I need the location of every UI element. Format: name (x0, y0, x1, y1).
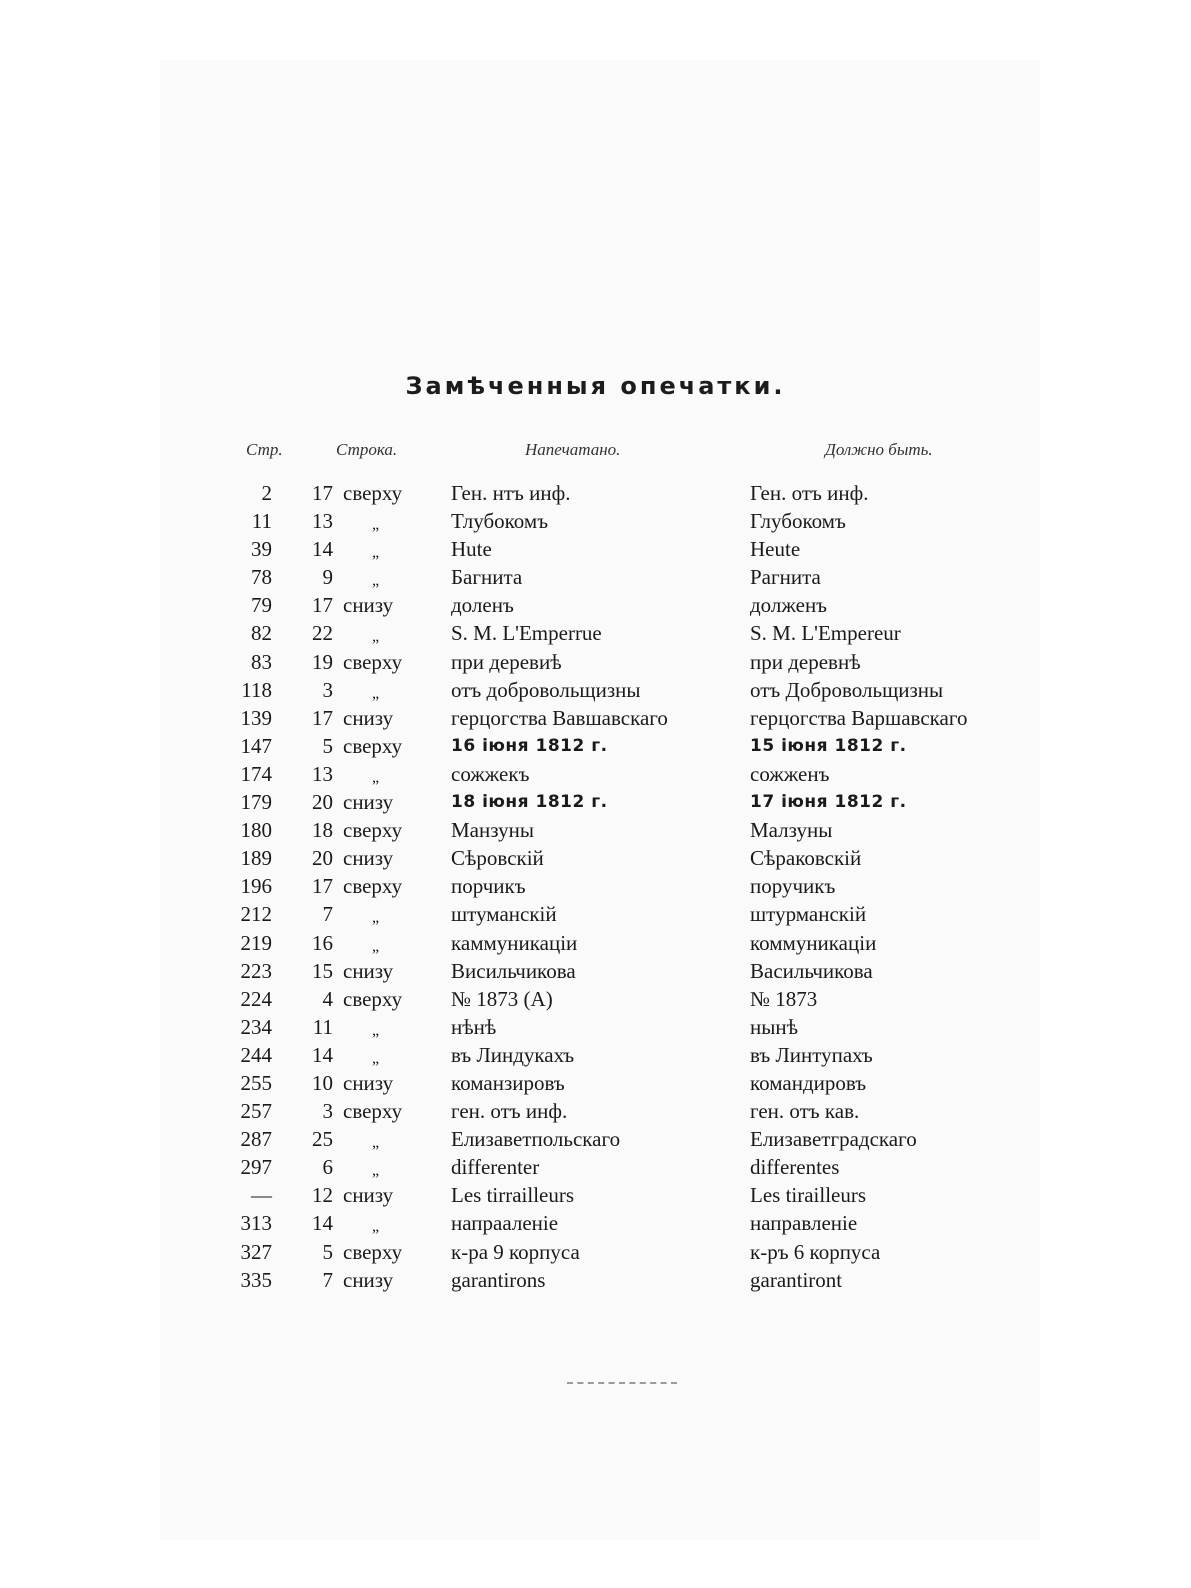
line-number: 22 (312, 621, 333, 646)
page-number: 82 (251, 621, 272, 646)
errata-row (0, 985, 1191, 1013)
corrected-text: 17 іюня 1812 г. (750, 792, 907, 813)
corrected-text: отъ Добровольщизны (750, 677, 944, 702)
printed-text: отъ добровольщизны (451, 677, 641, 702)
line-position: сверху (343, 818, 403, 843)
errata-row (0, 704, 1191, 732)
line-position: „ (372, 572, 380, 590)
line-number: 25 (312, 1127, 333, 1152)
printed-text: ген. отъ инф. (451, 1099, 568, 1124)
errata-row (0, 788, 1191, 816)
line-number: 14 (312, 1042, 333, 1067)
printed-text: каммуникаціи (451, 930, 578, 955)
page-number: 219 (240, 930, 272, 955)
printed-text: въ Линдукахъ (451, 1042, 575, 1067)
page-number: 257 (240, 1099, 272, 1124)
page-title: Замѣченныя опечатки. (405, 372, 786, 400)
printed-text: напрааленіе (451, 1211, 559, 1236)
line-number: 17 (312, 705, 333, 730)
page-number: 147 (240, 733, 272, 758)
errata-row (0, 507, 1191, 535)
line-position: снизу (343, 1183, 394, 1208)
errata-row (0, 929, 1191, 957)
line-number: 10 (312, 1070, 333, 1095)
corrected-text: ген. отъ кав. (750, 1099, 860, 1124)
errata-row (0, 1069, 1191, 1097)
corrected-text: Ген. отъ инф. (750, 481, 869, 505)
line-number: 12 (312, 1183, 333, 1208)
page-number: 11 (251, 509, 272, 534)
line-position: „ (372, 1162, 380, 1180)
errata-row (0, 479, 1191, 507)
line-number: 3 (322, 1099, 333, 1124)
header-should-be: Должно быть. (825, 440, 933, 459)
errata-row (0, 900, 1191, 928)
corrected-text: нынѣ (750, 1014, 798, 1039)
printed-text: сожжекъ (451, 761, 530, 786)
corrected-text: командировъ (750, 1070, 867, 1095)
printed-text: порчикъ (451, 874, 526, 899)
page-number: 244 (240, 1042, 272, 1067)
line-number: 19 (312, 649, 333, 674)
page-number: 313 (240, 1211, 272, 1236)
printed-text: Les tirrailleurs (451, 1183, 575, 1208)
errata-row (0, 591, 1191, 619)
printed-text: Тлубокомъ (451, 509, 549, 534)
printed-text: доленъ (451, 593, 514, 618)
line-position: снизу (343, 593, 394, 618)
line-position: „ (372, 909, 380, 927)
page-number: 335 (240, 1267, 272, 1292)
line-position: „ (372, 544, 380, 562)
line-position: сверху (343, 1239, 403, 1264)
page-number: — (251, 1183, 272, 1208)
corrected-text: S. M. L'Empereur (750, 621, 901, 646)
corrected-text: коммуникаціи (750, 930, 877, 955)
printed-text: Сѣровскій (451, 846, 544, 871)
printed-text: команзировъ (451, 1070, 565, 1095)
line-number: 17 (312, 874, 333, 899)
corrected-text: Елизаветградскаго (750, 1127, 917, 1152)
errata-row (0, 1125, 1191, 1153)
line-position: „ (372, 768, 380, 786)
printed-text: Ген. нтъ инф. (451, 481, 571, 505)
line-position: „ (372, 1218, 380, 1236)
page-number: 327 (240, 1239, 272, 1264)
header-printed: Напечатано. (525, 440, 621, 459)
errata-row (0, 1097, 1191, 1125)
line-number: 17 (312, 593, 333, 618)
corrected-text: Малзуны (750, 818, 833, 843)
line-position: „ (372, 684, 380, 702)
printed-text: Hute (451, 537, 492, 562)
corrected-text: въ Линтупахъ (750, 1042, 873, 1067)
line-position: „ (372, 1049, 380, 1067)
line-number: 13 (312, 509, 333, 534)
page-number: 83 (251, 649, 272, 674)
line-position: сверху (343, 733, 403, 758)
line-position: снизу (343, 958, 394, 983)
page-number: 287 (240, 1127, 272, 1152)
line-position: сверху (343, 874, 403, 899)
line-position: сверху (343, 481, 403, 505)
corrected-text: garantiront (750, 1267, 843, 1292)
printed-text: нѣнѣ (451, 1014, 497, 1039)
page-number: 79 (251, 593, 272, 618)
errata-row (0, 760, 1191, 788)
line-number: 15 (312, 958, 333, 983)
corrected-text: differentes (750, 1155, 840, 1180)
errata-row (0, 957, 1191, 985)
line-position: „ (372, 516, 380, 534)
line-number: 5 (322, 733, 333, 758)
errata-row (0, 1238, 1191, 1266)
corrected-text: Рагнита (750, 565, 821, 590)
corrected-text: Heute (750, 537, 801, 562)
errata-row (0, 563, 1191, 591)
printed-text: 18 іюня 1812 г. (451, 792, 608, 813)
line-position: снизу (343, 1070, 394, 1095)
printed-text: S. M. L'Emperrue (451, 621, 602, 646)
line-number: 13 (312, 761, 333, 786)
errata-row (0, 648, 1191, 676)
page-number: 39 (251, 537, 272, 562)
line-number: 14 (312, 537, 333, 562)
printed-text: differenter (451, 1155, 540, 1180)
corrected-text: долженъ (750, 593, 828, 618)
line-position: „ (372, 628, 380, 646)
corrected-text: к-ръ 6 корпуса (750, 1239, 881, 1264)
corrected-text: штурманскій (750, 902, 867, 927)
line-number: 4 (322, 986, 333, 1011)
line-number: 7 (322, 1267, 333, 1292)
printed-text: Багнита (451, 565, 523, 590)
page-number: 78 (251, 565, 272, 590)
page-number: 118 (241, 677, 272, 702)
errata-row (0, 1266, 1191, 1294)
page-number: 139 (240, 705, 272, 730)
line-number: 17 (312, 481, 333, 505)
page-number: 297 (240, 1155, 272, 1180)
errata-row (0, 1013, 1191, 1041)
corrected-text: 15 іюня 1812 г. (750, 735, 907, 756)
line-position: сверху (343, 649, 403, 674)
errata-row (0, 1153, 1191, 1181)
printed-text: штуманскій (451, 902, 557, 927)
line-number: 20 (312, 846, 333, 871)
corrected-text: Васильчикова (750, 958, 873, 983)
corrected-text: Les tirailleurs (750, 1183, 867, 1208)
errata-row (0, 732, 1191, 760)
printed-text: № 1873 (А) (451, 986, 553, 1011)
header-page: Стр. (246, 440, 283, 459)
corrected-text: герцогства Варшавскаго (750, 705, 968, 730)
page-number: 174 (240, 761, 272, 786)
line-number: 6 (322, 1155, 333, 1180)
errata-table (0, 479, 1191, 1294)
errata-row (0, 535, 1191, 563)
printed-text: герцогства Вавшавскаго (451, 705, 668, 730)
corrected-text: направленіе (750, 1211, 858, 1236)
line-number: 20 (312, 790, 333, 815)
page-number: 189 (240, 846, 272, 871)
page-number: 224 (240, 986, 272, 1011)
corrected-text: при деревнѣ (750, 649, 861, 674)
page-number: 234 (240, 1014, 272, 1039)
printed-text: Елизаветпольскаго (451, 1127, 621, 1152)
printed-text: к-ра 9 корпуса (451, 1239, 580, 1264)
line-position: „ (372, 1134, 380, 1152)
line-number: 14 (312, 1211, 333, 1236)
errata-row (0, 816, 1191, 844)
line-position: сверху (343, 986, 403, 1011)
corrected-text: Глубокомъ (750, 509, 846, 534)
corrected-text: поручикъ (750, 874, 836, 899)
errata-row (0, 619, 1191, 647)
printed-text: Висильчикова (451, 958, 576, 983)
errata-row (0, 872, 1191, 900)
corrected-text: Сѣраковскій (750, 846, 862, 871)
header-line: Строка. (336, 440, 398, 459)
printed-text: Манзуны (451, 818, 534, 843)
line-position: снизу (343, 790, 394, 815)
line-number: 7 (322, 902, 333, 927)
line-position: снизу (343, 846, 394, 871)
corrected-text: № 1873 (750, 986, 818, 1011)
errata-row (0, 1181, 1191, 1209)
line-number: 16 (312, 930, 333, 955)
page-number: 196 (240, 874, 272, 899)
end-rule (567, 1382, 677, 1384)
page-number: 223 (240, 958, 272, 983)
line-number: 5 (322, 1239, 333, 1264)
line-number: 3 (322, 677, 333, 702)
line-position: снизу (343, 1267, 394, 1292)
errata-row (0, 1041, 1191, 1069)
line-position: „ (372, 1021, 380, 1039)
corrected-text: сожженъ (750, 761, 830, 786)
page-number: 179 (240, 790, 272, 815)
line-number: 9 (322, 565, 333, 590)
printed-text: при деревиѣ (451, 649, 562, 674)
page-number: 255 (240, 1070, 272, 1095)
page-number: 2 (261, 481, 272, 505)
errata-row (0, 676, 1191, 704)
line-position: сверху (343, 1099, 403, 1124)
line-position: „ (372, 937, 380, 955)
printed-text: garantirons (451, 1267, 546, 1292)
errata-row (0, 844, 1191, 872)
page-number: 212 (240, 902, 272, 927)
line-number: 11 (312, 1014, 333, 1039)
line-position: снизу (343, 705, 394, 730)
errata-row (0, 1209, 1191, 1237)
printed-text: 16 іюня 1812 г. (451, 735, 608, 756)
page-number: 180 (240, 818, 272, 843)
line-number: 18 (312, 818, 333, 843)
